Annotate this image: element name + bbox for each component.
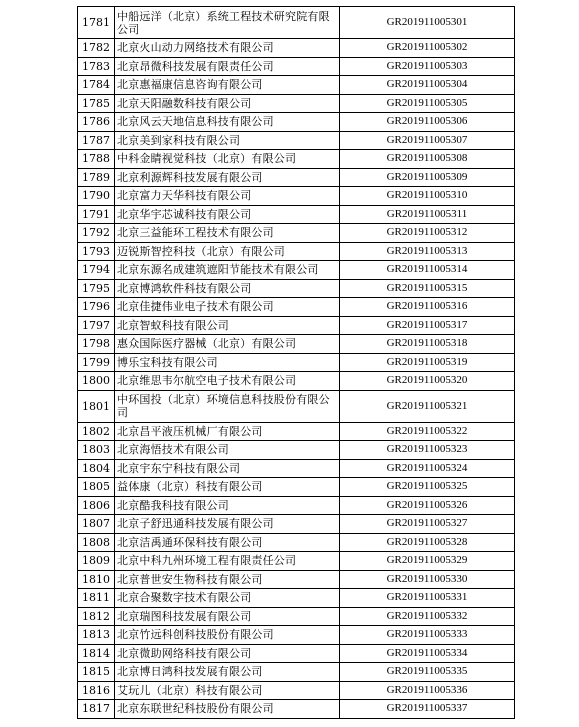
table-row bbox=[78, 205, 515, 224]
certificate-number: GR201911005337 bbox=[340, 700, 515, 719]
certificate-number: GR201911005314 bbox=[340, 261, 515, 280]
company-name: 北京博日鸿科技发展有限公司 bbox=[115, 663, 340, 682]
certificate-number: GR201911005317 bbox=[340, 316, 515, 335]
table-row bbox=[78, 131, 515, 150]
table-row bbox=[78, 187, 515, 206]
row-number: 1800 bbox=[78, 372, 115, 391]
table-row bbox=[78, 242, 515, 261]
certificate-number: GR201911005329 bbox=[340, 552, 515, 571]
row-number: 1787 bbox=[78, 131, 115, 150]
row-number: 1805 bbox=[78, 478, 115, 497]
company-name: 中科金睛视觉科技（北京）有限公司 bbox=[115, 150, 340, 169]
certificate-number: GR201911005310 bbox=[340, 187, 515, 206]
company-name: 北京三益能环工程技术有限公司 bbox=[115, 224, 340, 243]
certificate-number: GR201911005325 bbox=[340, 478, 515, 497]
table-row bbox=[78, 478, 515, 497]
row-number: 1808 bbox=[78, 533, 115, 552]
company-name: 北京酷我科技有限公司 bbox=[115, 496, 340, 515]
row-number: 1795 bbox=[78, 279, 115, 298]
company-name: 博乐宝科技有限公司 bbox=[115, 353, 340, 372]
company-name: 北京宇东宁科技有限公司 bbox=[115, 459, 340, 478]
table-row bbox=[78, 57, 515, 76]
company-name: 北京微助网络科技有限公司 bbox=[115, 644, 340, 663]
company-name: 北京昂微科技发展有限责任公司 bbox=[115, 57, 340, 76]
company-name: 北京东联世纪科技股份有限公司 bbox=[115, 700, 340, 719]
certificate-number: GR201911005315 bbox=[340, 279, 515, 298]
company-name: 北京维思韦尔航空电子技术有限公司 bbox=[115, 372, 340, 391]
row-number: 1815 bbox=[78, 663, 115, 682]
table-row bbox=[78, 607, 515, 626]
company-name: 迈锐斯智控科技（北京）有限公司 bbox=[115, 242, 340, 261]
company-name: 中环国投（北京）环境信息科技股份有限公司 bbox=[115, 390, 340, 422]
certificate-number: GR201911005323 bbox=[340, 441, 515, 460]
company-name: 北京竹远科创科技股份有限公司 bbox=[115, 626, 340, 645]
company-name: 北京美到家科技有限公司 bbox=[115, 131, 340, 150]
certificate-number: GR201911005303 bbox=[340, 57, 515, 76]
company-name: 北京合聚数字技术有限公司 bbox=[115, 589, 340, 608]
row-number: 1814 bbox=[78, 644, 115, 663]
row-number: 1804 bbox=[78, 459, 115, 478]
row-number: 1794 bbox=[78, 261, 115, 280]
certificate-number: GR201911005332 bbox=[340, 607, 515, 626]
row-number: 1809 bbox=[78, 552, 115, 571]
company-name: 北京火山动力网络技术有限公司 bbox=[115, 39, 340, 58]
row-number: 1797 bbox=[78, 316, 115, 335]
row-number: 1812 bbox=[78, 607, 115, 626]
certificate-number: GR201911005321 bbox=[340, 390, 515, 422]
certificate-number: GR201911005319 bbox=[340, 353, 515, 372]
certificate-number: GR201911005336 bbox=[340, 681, 515, 700]
row-number: 1789 bbox=[78, 168, 115, 187]
row-number: 1796 bbox=[78, 298, 115, 317]
certificate-number: GR201911005331 bbox=[340, 589, 515, 608]
company-name: 北京华宇芯诚科技有限公司 bbox=[115, 205, 340, 224]
table-row bbox=[78, 316, 515, 335]
company-name: 北京洁禹通环保科技有限公司 bbox=[115, 533, 340, 552]
row-number: 1806 bbox=[78, 496, 115, 515]
row-number: 1816 bbox=[78, 681, 115, 700]
table-row bbox=[78, 335, 515, 354]
certificate-number: GR201911005311 bbox=[340, 205, 515, 224]
table-row bbox=[78, 113, 515, 132]
company-name: 北京富力天华科技有限公司 bbox=[115, 187, 340, 206]
company-name: 北京智蚁科技有限公司 bbox=[115, 316, 340, 335]
table-row bbox=[78, 372, 515, 391]
table-row bbox=[78, 589, 515, 608]
row-number: 1785 bbox=[78, 94, 115, 113]
table-row bbox=[78, 570, 515, 589]
table-row bbox=[78, 168, 515, 187]
company-name: 北京东源名成建筑遮阳节能技术有限公司 bbox=[115, 261, 340, 280]
table-row bbox=[78, 298, 515, 317]
table-row bbox=[78, 663, 515, 682]
table-row bbox=[78, 626, 515, 645]
certificate-number: GR201911005333 bbox=[340, 626, 515, 645]
table-row bbox=[78, 353, 515, 372]
table-row bbox=[78, 552, 515, 571]
certificate-number: GR201911005322 bbox=[340, 422, 515, 441]
certificate-number: GR201911005302 bbox=[340, 39, 515, 58]
company-name: 北京利源辉科技发展有限公司 bbox=[115, 168, 340, 187]
company-name: 北京风云天地信息科技有限公司 bbox=[115, 113, 340, 132]
company-name: 北京佳捷伟业电子技术有限公司 bbox=[115, 298, 340, 317]
certificate-number: GR201911005330 bbox=[340, 570, 515, 589]
certificate-number: GR201911005335 bbox=[340, 663, 515, 682]
row-number: 1793 bbox=[78, 242, 115, 261]
table-row bbox=[78, 644, 515, 663]
company-name: 益体康（北京）科技有限公司 bbox=[115, 478, 340, 497]
table-row bbox=[78, 533, 515, 552]
company-name: 北京中科九州环境工程有限责任公司 bbox=[115, 552, 340, 571]
company-name: 北京瑞图科技发展有限公司 bbox=[115, 607, 340, 626]
row-number: 1803 bbox=[78, 441, 115, 460]
table-row bbox=[78, 515, 515, 534]
table-row bbox=[78, 39, 515, 58]
row-number: 1786 bbox=[78, 113, 115, 132]
table-row bbox=[78, 279, 515, 298]
row-number: 1811 bbox=[78, 589, 115, 608]
certificate-number: GR201911005305 bbox=[340, 94, 515, 113]
certificate-number: GR201911005318 bbox=[340, 335, 515, 354]
table-row bbox=[78, 700, 515, 719]
table-row bbox=[78, 422, 515, 441]
certificate-number: GR201911005334 bbox=[340, 644, 515, 663]
company-name: 北京子舒迅通科技发展有限公司 bbox=[115, 515, 340, 534]
certificate-number: GR201911005301 bbox=[340, 7, 515, 39]
table-row bbox=[78, 441, 515, 460]
row-number: 1810 bbox=[78, 570, 115, 589]
company-registry-table bbox=[77, 6, 515, 719]
row-number: 1783 bbox=[78, 57, 115, 76]
table-row bbox=[78, 7, 515, 39]
row-number: 1798 bbox=[78, 335, 115, 354]
company-name: 北京天阳融数科技有限公司 bbox=[115, 94, 340, 113]
company-name: 北京博鸿软件科技有限公司 bbox=[115, 279, 340, 298]
company-name: 艾玩儿（北京）科技有限公司 bbox=[115, 681, 340, 700]
certificate-number: GR201911005316 bbox=[340, 298, 515, 317]
row-number: 1817 bbox=[78, 700, 115, 719]
company-name: 中船远洋（北京）系统工程技术研究院有限公司 bbox=[115, 7, 340, 39]
company-name: 北京惠福康信息咨询有限公司 bbox=[115, 76, 340, 95]
row-number: 1801 bbox=[78, 390, 115, 422]
certificate-number: GR201911005326 bbox=[340, 496, 515, 515]
table-row bbox=[78, 224, 515, 243]
company-name: 北京海悟技术有限公司 bbox=[115, 441, 340, 460]
certificate-number: GR201911005306 bbox=[340, 113, 515, 132]
table-row bbox=[78, 496, 515, 515]
certificate-number: GR201911005312 bbox=[340, 224, 515, 243]
company-name: 惠众国际医疗器械（北京）有限公司 bbox=[115, 335, 340, 354]
table-row bbox=[78, 94, 515, 113]
certificate-number: GR201911005307 bbox=[340, 131, 515, 150]
row-number: 1792 bbox=[78, 224, 115, 243]
row-number: 1788 bbox=[78, 150, 115, 169]
row-number: 1784 bbox=[78, 76, 115, 95]
row-number: 1782 bbox=[78, 39, 115, 58]
certificate-number: GR201911005308 bbox=[340, 150, 515, 169]
table-row bbox=[78, 459, 515, 478]
table-row bbox=[78, 261, 515, 280]
certificate-number: GR201911005304 bbox=[340, 76, 515, 95]
row-number: 1799 bbox=[78, 353, 115, 372]
certificate-number: GR201911005313 bbox=[340, 242, 515, 261]
table-row bbox=[78, 390, 515, 422]
company-name: 北京昌平液压机械厂有限公司 bbox=[115, 422, 340, 441]
row-number: 1807 bbox=[78, 515, 115, 534]
registry-table-body bbox=[78, 7, 515, 719]
table-row bbox=[78, 150, 515, 169]
certificate-number: GR201911005328 bbox=[340, 533, 515, 552]
row-number: 1781 bbox=[78, 7, 115, 39]
company-name: 北京普世安生物科技有限公司 bbox=[115, 570, 340, 589]
row-number: 1802 bbox=[78, 422, 115, 441]
row-number: 1813 bbox=[78, 626, 115, 645]
table-row bbox=[78, 681, 515, 700]
certificate-number: GR201911005327 bbox=[340, 515, 515, 534]
certificate-number: GR201911005320 bbox=[340, 372, 515, 391]
row-number: 1791 bbox=[78, 205, 115, 224]
row-number: 1790 bbox=[78, 187, 115, 206]
certificate-number: GR201911005324 bbox=[340, 459, 515, 478]
table-row bbox=[78, 76, 515, 95]
certificate-number: GR201911005309 bbox=[340, 168, 515, 187]
